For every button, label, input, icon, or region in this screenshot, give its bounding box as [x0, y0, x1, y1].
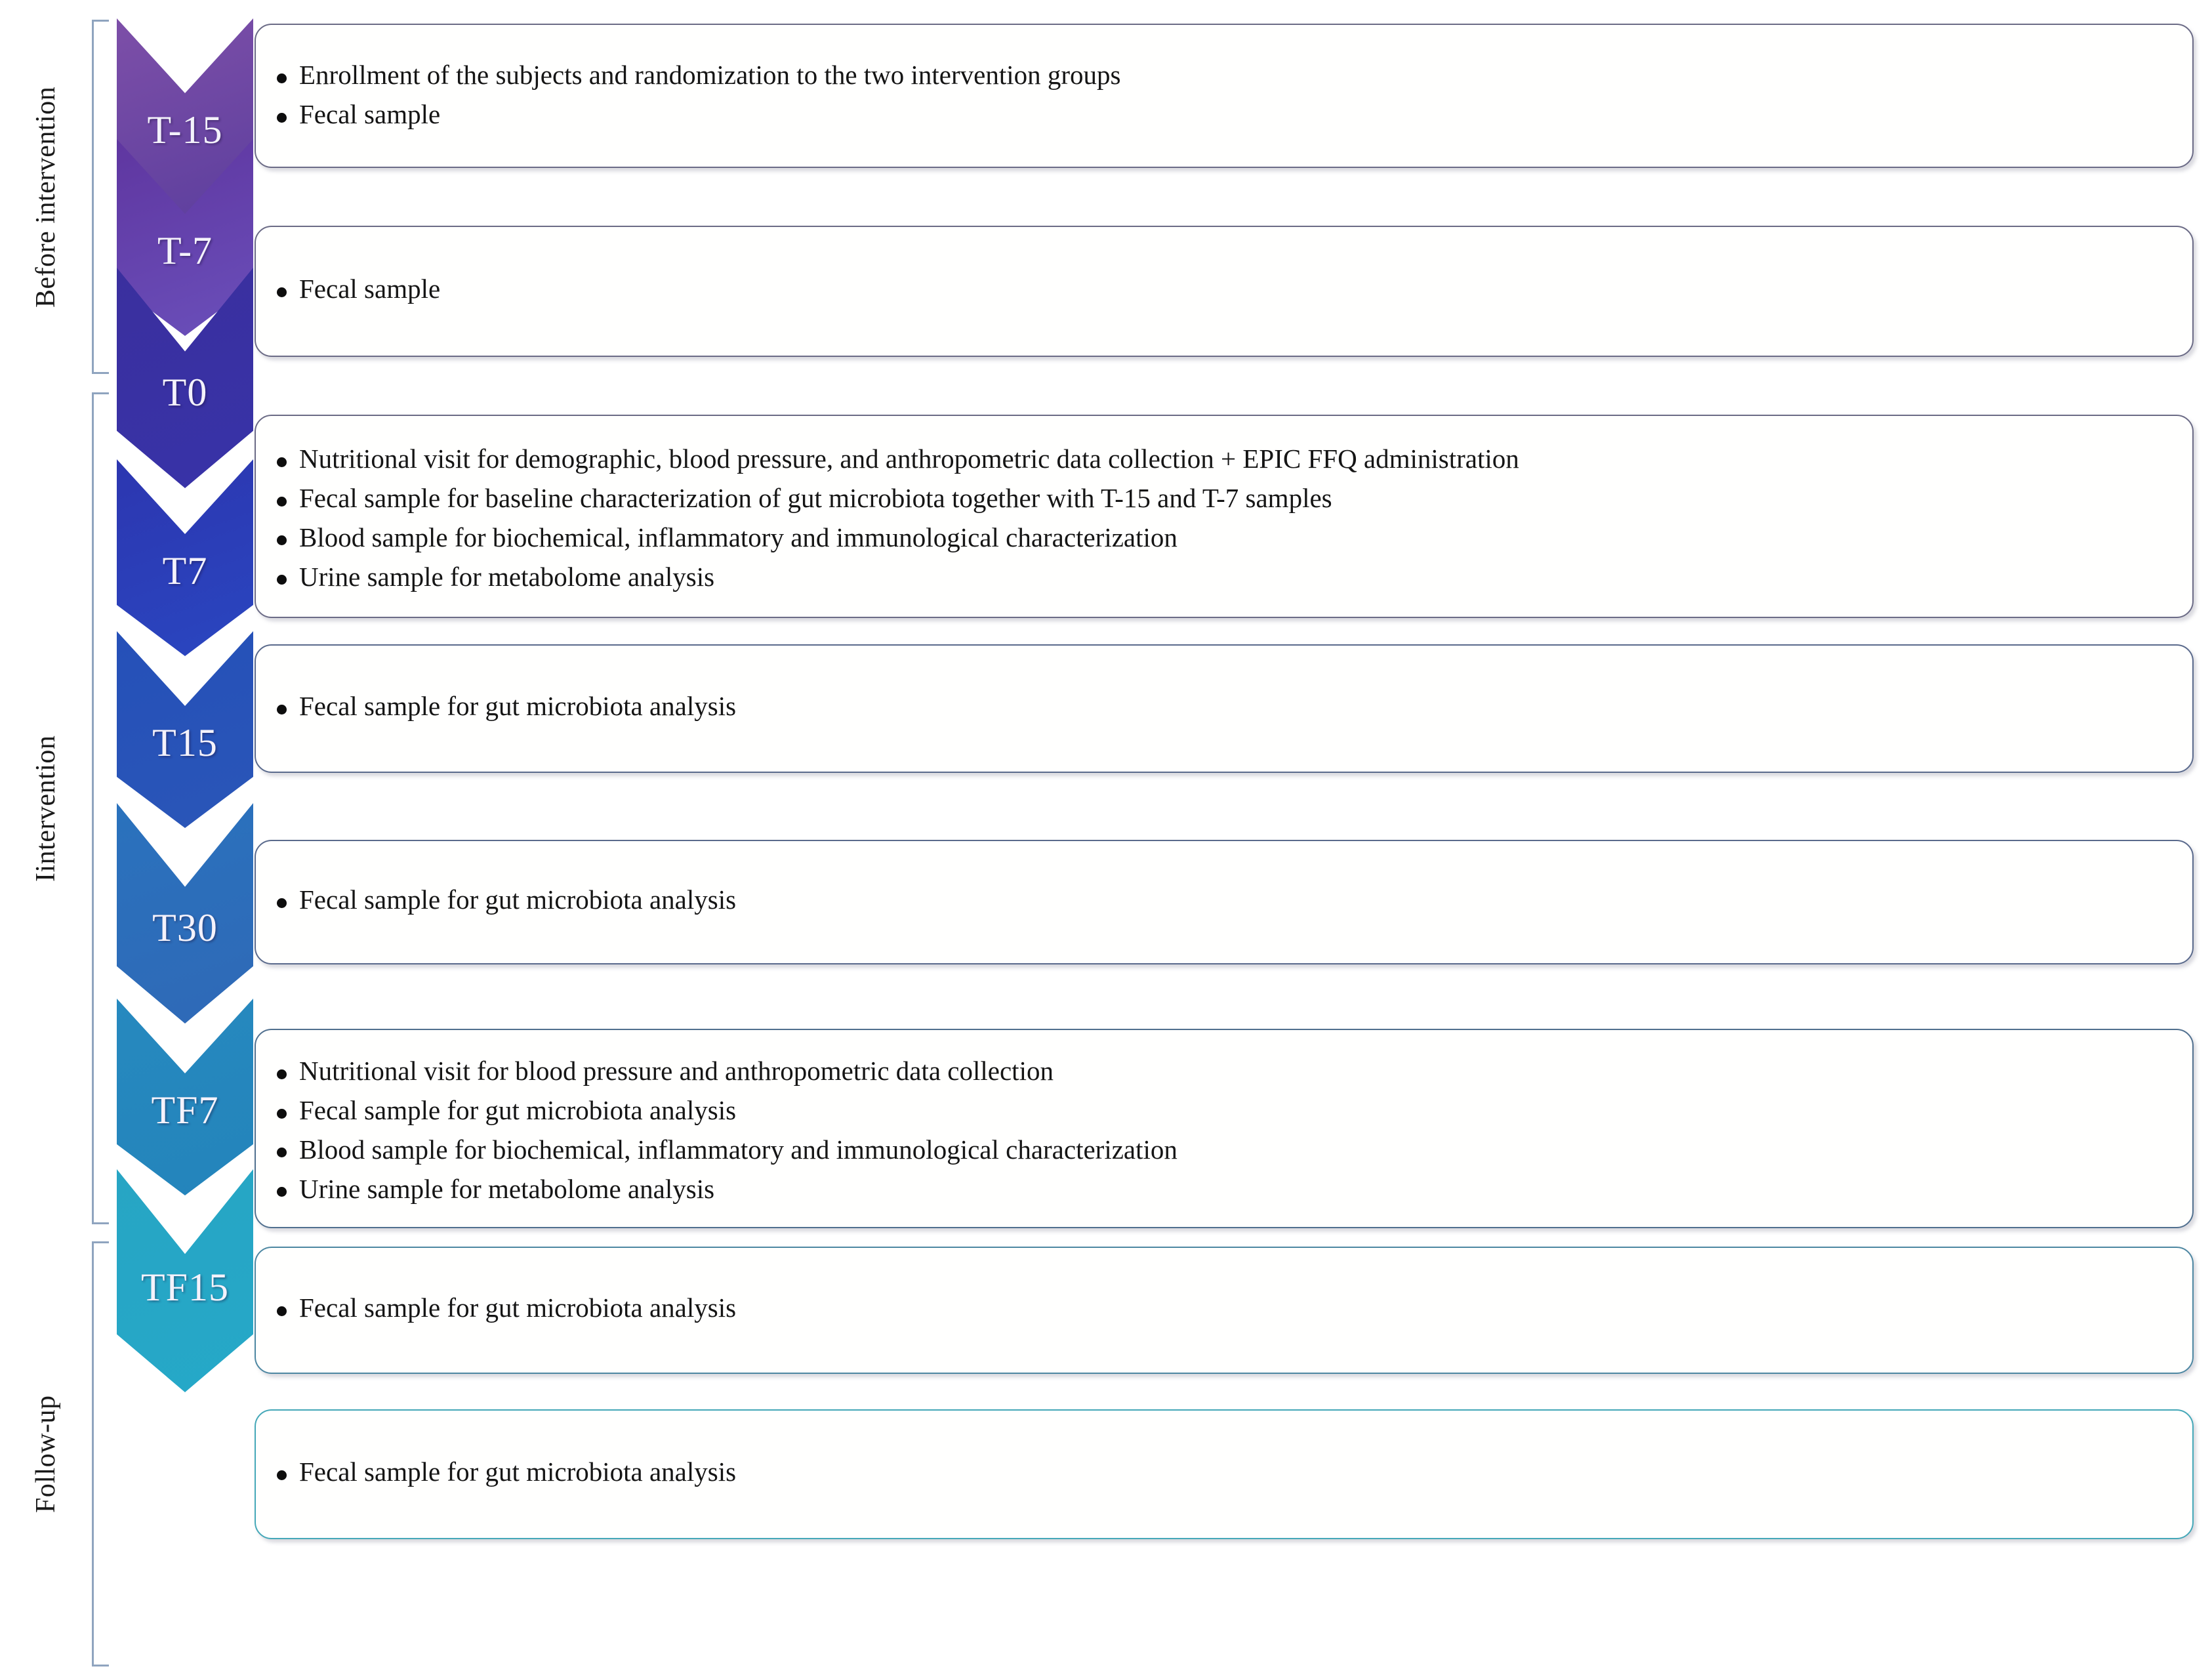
timepoint-box-t7	[255, 644, 2194, 773]
list-item: Blood sample for biochemical, inflammatory and immunological characterization	[269, 1135, 2192, 1165]
phase-label-intervention: Iintervention	[31, 735, 61, 882]
list-item: Urine sample for metabolome analysis	[269, 1174, 2192, 1205]
list-item: Fecal sample	[269, 274, 2192, 304]
timepoint-label-t30: T30	[152, 906, 218, 949]
timepoint-label-tf15: TF15	[140, 1266, 230, 1309]
timepoint-item-list	[256, 1030, 2192, 1205]
list-item: Blood sample for biochemical, inflammatory and immunological characterization	[269, 523, 2192, 553]
timepoint-label-t-7: T-7	[157, 229, 213, 272]
timepoint-chevron-tf15	[117, 1169, 253, 1392]
list-item: Enrollment of the subjects and randomization to the two intervention groups	[269, 60, 2192, 91]
timepoint-label-tf7: TF7	[151, 1088, 219, 1132]
phase-bracket-intervention	[92, 392, 109, 1224]
phase-label-before: Before intervention	[31, 86, 61, 308]
list-item: Fecal sample for gut microbiota analysis	[269, 885, 2192, 915]
timepoint-item-list	[256, 841, 2192, 915]
phase-bracket-followup	[92, 1241, 109, 1667]
list-item: Urine sample for metabolome analysis	[269, 562, 2192, 592]
timepoint-box-t-15	[255, 24, 2194, 168]
list-item: Fecal sample for gut microbiota analysis	[269, 1457, 2192, 1487]
timepoint-item-list	[256, 1248, 2192, 1323]
timepoint-item-list	[256, 646, 2192, 722]
timepoint-chevron-tf7	[117, 999, 253, 1195]
timepoint-box-t0	[255, 415, 2194, 618]
timepoint-item-list	[256, 227, 2192, 304]
phase-bracket-before	[92, 20, 109, 374]
timepoint-label-t15: T15	[152, 721, 218, 764]
timepoint-label-t0: T0	[162, 371, 208, 414]
timepoint-box-t30	[255, 1029, 2194, 1228]
list-item: Fecal sample for baseline characterization of gut microbiota together with T-15 and T-7 samples	[269, 484, 2192, 514]
timepoint-item-list	[256, 416, 2192, 592]
timepoint-label-t7: T7	[162, 549, 208, 592]
timepoint-box-tf15	[255, 1409, 2194, 1539]
timepoint-chevron-t15	[117, 631, 253, 828]
list-item: Nutritional visit for demographic, blood pressure, and anthropometric data collection + EPIC FFQ administration	[269, 444, 2192, 474]
list-item: Nutritional visit for blood pressure and anthropometric data collection	[269, 1056, 2192, 1087]
phase-label-followup: Follow-up	[31, 1395, 61, 1513]
timepoint-chevron-t30	[117, 803, 253, 1024]
timepoint-item-list	[256, 25, 2192, 130]
list-item: Fecal sample for gut microbiota analysis	[269, 1293, 2192, 1323]
list-item: Fecal sample for gut microbiota analysis	[269, 692, 2192, 722]
timepoint-box-t15	[255, 840, 2194, 964]
timepoint-chevron-t7	[117, 459, 253, 656]
timepoint-box-t-7	[255, 226, 2194, 357]
list-item: Fecal sample	[269, 100, 2192, 130]
list-item: Fecal sample for gut microbiota analysis	[269, 1096, 2192, 1126]
timepoint-item-list	[256, 1411, 2192, 1487]
timepoint-box-tf7	[255, 1247, 2194, 1374]
timepoint-label-t-15: T-15	[147, 108, 223, 152]
